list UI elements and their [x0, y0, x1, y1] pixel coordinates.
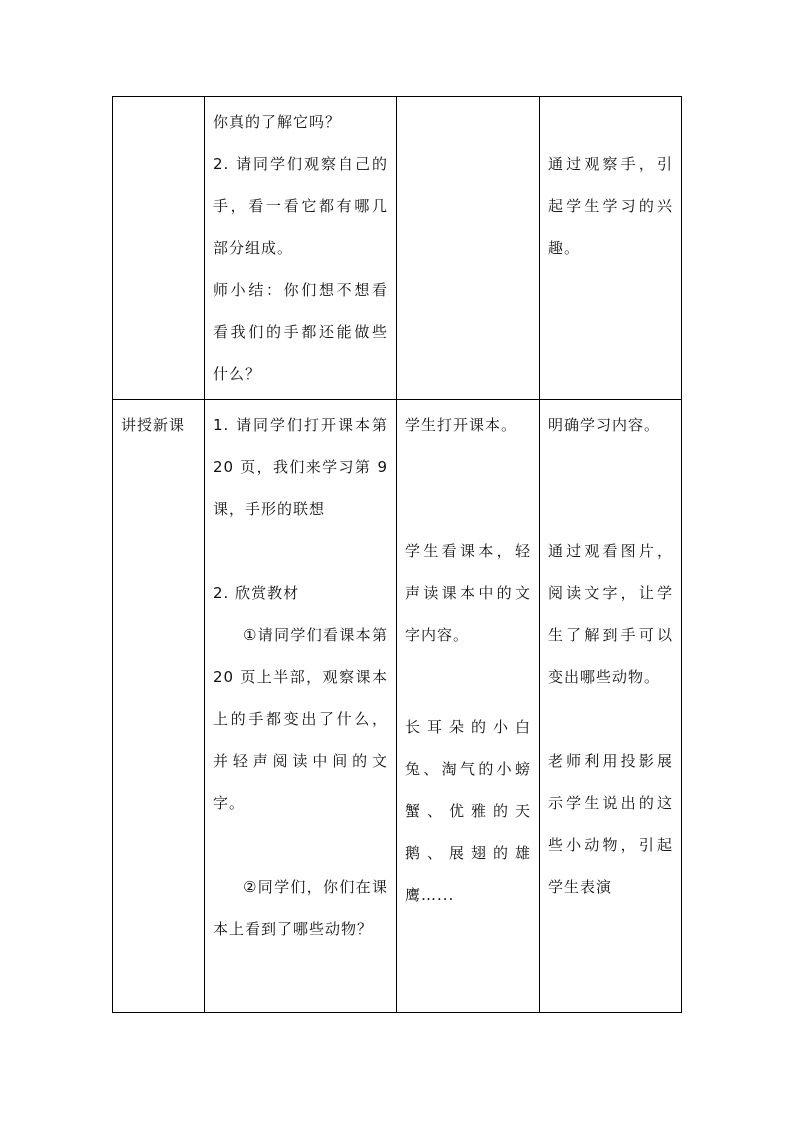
spacer: [405, 698, 531, 706]
purpose-text: 通过观察手，引起学生学习的兴趣。: [548, 155, 673, 257]
teacher-text: ①请同学们看课本第 20 页上半部，观察课本上的手都变出了什么，并轻声阅读中间的文字。: [213, 626, 388, 812]
lesson-plan-table: [112, 96, 682, 1013]
student-text: 学生打开课本。: [405, 416, 518, 434]
teacher-activity-cell: [205, 400, 397, 1013]
teacher-text: 你真的了解它吗？: [213, 113, 342, 131]
stage-cell: 讲授新课: [113, 400, 205, 1013]
spacer: [548, 446, 673, 530]
design-purpose-cell: [540, 400, 682, 1013]
student-text: 学生看课本，轻声读课本中的文字内容。: [405, 542, 531, 644]
teacher-text: 1. 请同学们打开课本第 20 页，我们来学习第 9 课，手形的联想: [213, 416, 388, 518]
spacer: [405, 656, 531, 698]
purpose-text: 明确学习内容。: [548, 416, 661, 434]
stage-cell: [113, 97, 205, 400]
teacher-activity-cell: [205, 97, 397, 400]
teacher-text: 2. 请同学们观察自己的手，看一看它都有哪几部分组成。: [213, 155, 388, 257]
spacer: [213, 824, 388, 866]
table-row: [113, 97, 682, 400]
design-purpose-cell: [540, 97, 682, 400]
purpose-text: 通过观看图片，阅读文字，让学生了解到手可以变出哪些动物。: [548, 542, 673, 686]
student-text: 长耳朵的小白兔、淘气的小螃蟹、优雅的天鹅、展翅的雄鹰…...: [405, 718, 531, 904]
table-row: [113, 400, 682, 1013]
teacher-text: 师小结：你们想不想看看我们的手都还能做些什么？: [213, 281, 388, 383]
student-activity-cell: [397, 400, 540, 1013]
spacer: [405, 446, 531, 530]
spacer: [548, 101, 673, 143]
teacher-text: 2. 欣赏教材: [213, 584, 300, 602]
spacer: [548, 698, 673, 740]
spacer: [213, 530, 388, 572]
purpose-text: 老师利用投影展示学生说出的这些小动物，引起学生表演: [548, 752, 673, 896]
student-activity-cell: [397, 97, 540, 400]
teacher-text: ②同学们，你们在课本上看到了哪些动物？: [213, 878, 388, 938]
